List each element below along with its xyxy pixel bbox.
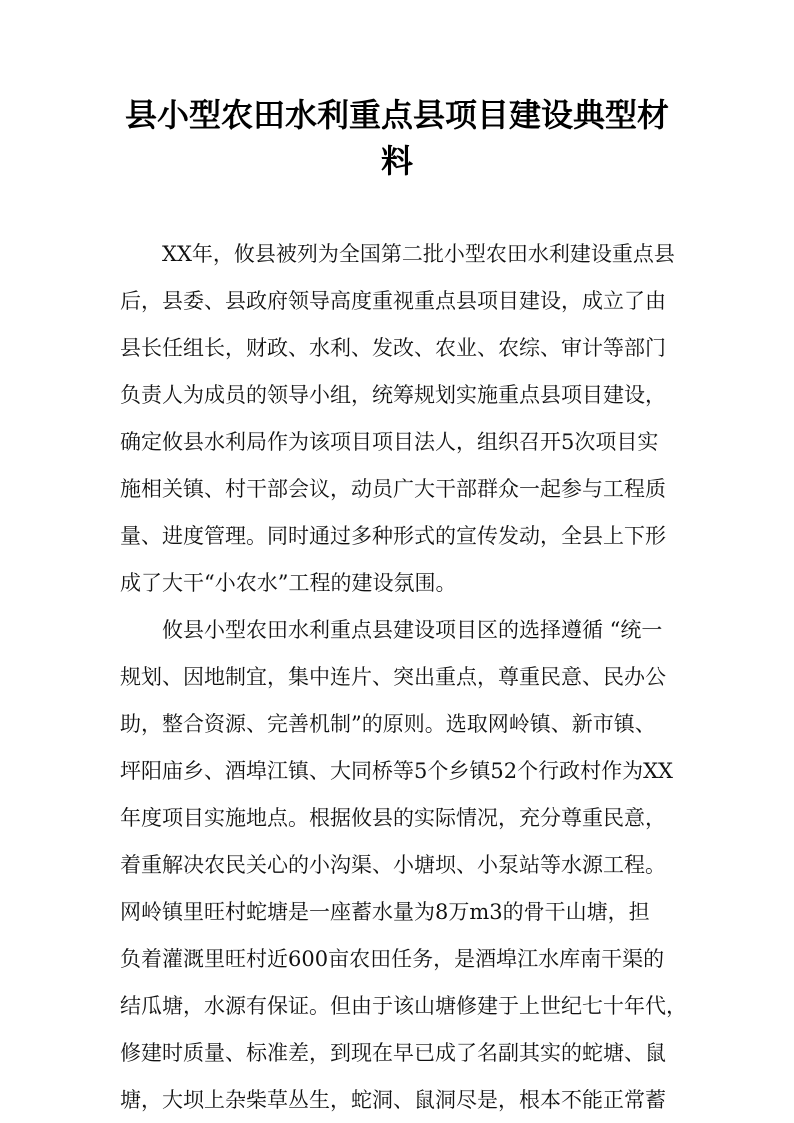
body-line: 塘，大坝上杂柴草丛生，蛇洞、鼠洞尽是，根本不能正常蓄 — [120, 1088, 666, 1112]
body-line: 确定攸县水利局作为该项目项目法人，组织召开5次项目实 — [120, 430, 659, 454]
body-line: 负责人为成员的领导小组，统筹规划实施重点县项目建设， — [120, 383, 666, 407]
body-line: 负着灌溉里旺村近600亩农田任务，是酒埠江水库南干渠的 — [120, 947, 665, 971]
body-line: 结瓜塘，水源有保证。但由于该山塘修建于上世纪七十年代， — [120, 994, 687, 1018]
body-line: 规划、因地制宜，集中连片、突出重点，尊重民意、民办公 — [120, 665, 666, 689]
body-line: 量、进度管理。同时通过多种形式的宣传发动，全县上下形 — [120, 524, 666, 548]
body-line: 成了大干“小农水”工程的建设氛围。 — [120, 571, 457, 595]
body-line: 修建时质量、标准差，到现在早已成了名副其实的蛇塘、鼠 — [120, 1041, 666, 1065]
body-line: 网岭镇里旺村蛇塘是一座蓄水量为8万m3的骨干山塘，担 — [120, 900, 650, 924]
body-line: 县长任组长，财政、水利、发改、农业、农综、审计等部门 — [120, 336, 666, 360]
document-title — [110, 92, 684, 184]
title-line-2: 料 — [380, 142, 413, 180]
body-line: XX年，攸县被列为全国第二批小型农田水利建设重点县 — [162, 242, 675, 266]
body-line: 攸县小型农田水利重点县建设项目区的选择遵循 “统一 — [162, 618, 663, 642]
body-line: 后，县委、县政府领导高度重视重点县项目建设，成立了由 — [120, 289, 666, 313]
body-line: 着重解决农民关心的小沟渠、小塘坝、小泵站等水源工程。 — [120, 853, 666, 877]
body-line: 坪阳庙乡、酒埠江镇、大同桥等5个乡镇52个行政村作为XX — [120, 759, 673, 783]
body-line: 年度项目实施地点。根据攸县的实际情况，充分尊重民意， — [120, 806, 666, 830]
body-line: 施相关镇、村干部会议，动员广大干部群众一起参与工程质 — [120, 477, 666, 501]
title-line-1: 县小型农田水利重点县项目建设典型材 — [124, 96, 669, 134]
body-line: 助，整合资源、完善机制”的原则。选取网岭镇、新市镇、 — [120, 712, 656, 736]
